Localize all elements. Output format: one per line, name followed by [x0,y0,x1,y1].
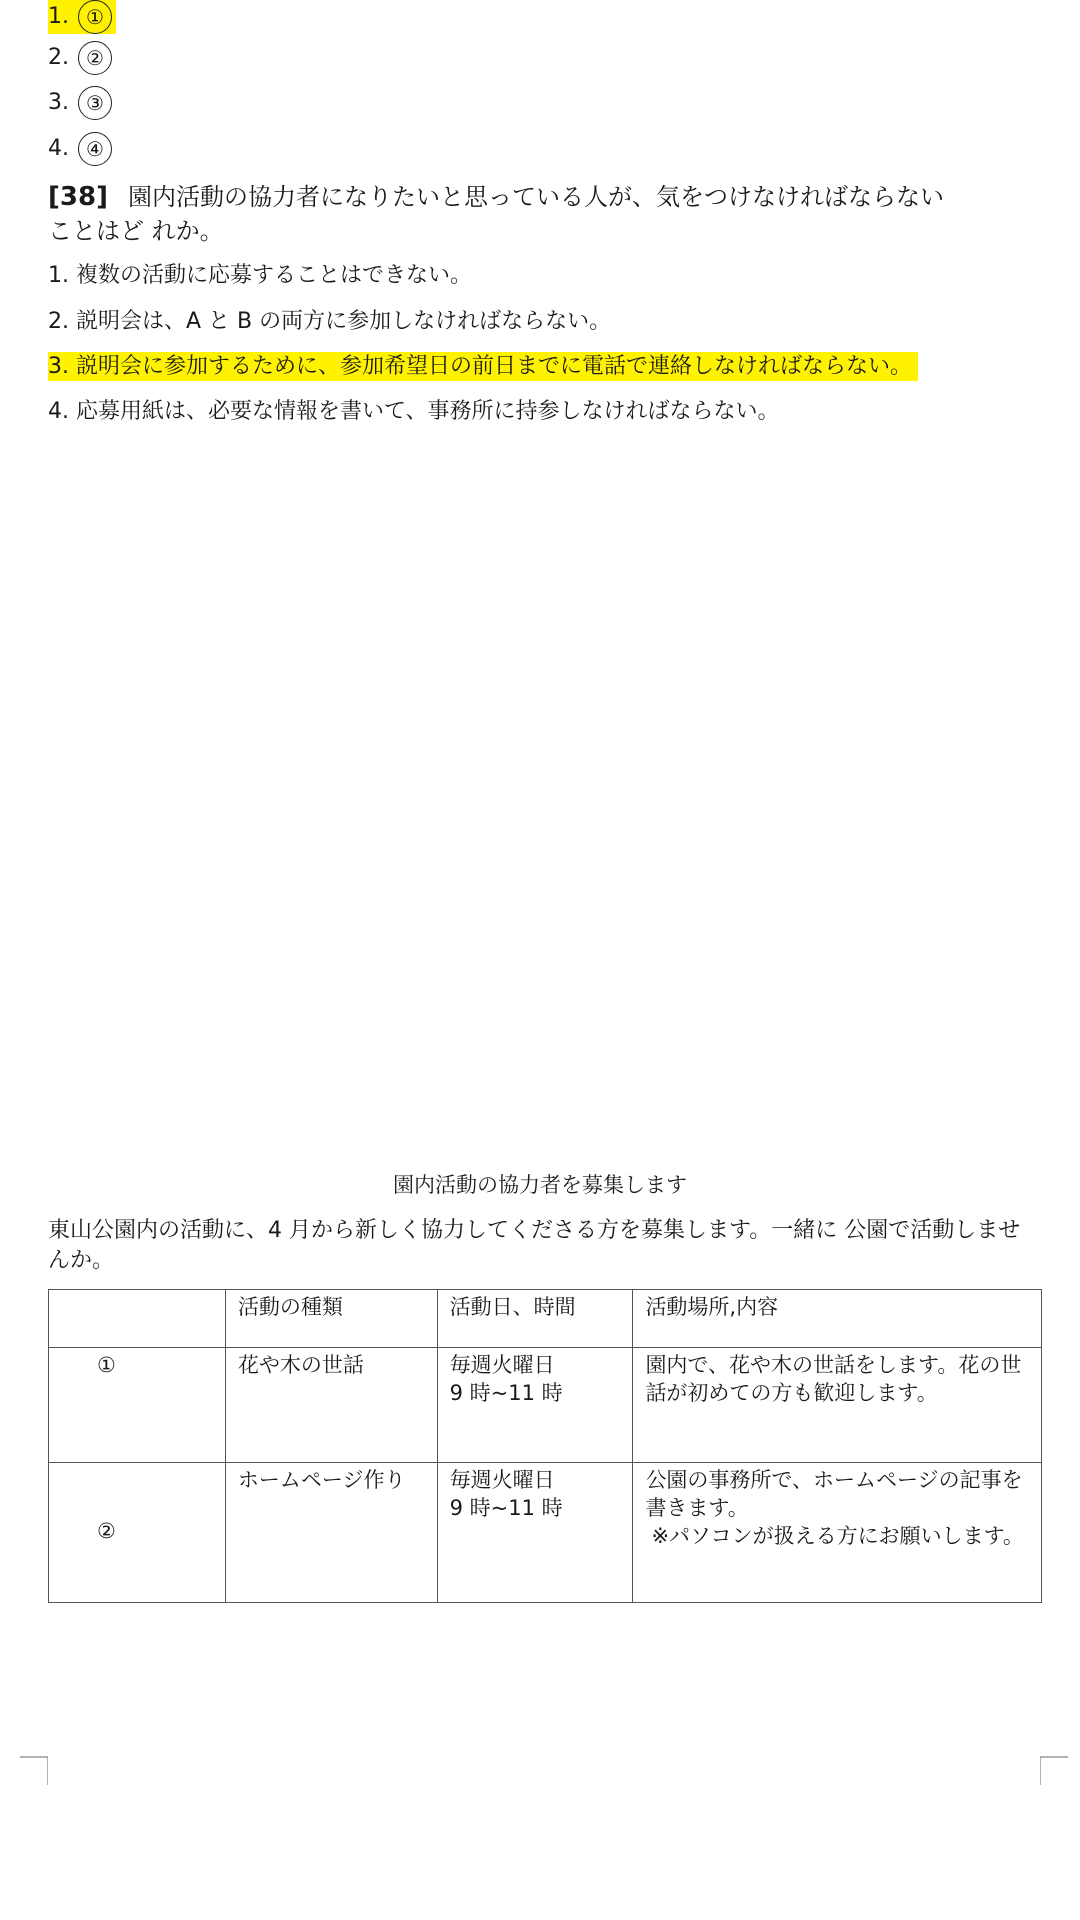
row-2-content: 公園の事務所で、ホームページの記事を書きます。 [645,1468,1023,1520]
option-3-number: 3. [48,90,69,115]
row-2-time: 9 時~11 時 [449,1496,563,1520]
row-1-schedule [437,1348,633,1463]
table-header-blank [49,1290,226,1348]
option-1-highlight [48,0,116,34]
option-4-number: 4. [48,136,69,161]
option-3[interactable] [48,86,112,120]
option-1-number: 1. [48,4,69,29]
option-1[interactable] [48,0,116,34]
row-2-type: ホームページ作り [225,1463,437,1603]
table-row [49,1463,1042,1603]
answer-3-text: 3. 説明会に参加するために、参加希望日の前日までに電話で連絡しなければならない。 [48,352,918,381]
option-4-circle: ④ [78,132,112,166]
row-1-time: 9 時~11 時 [449,1381,563,1405]
answer-1-text: 1. 複数の活動に応募することはできない。 [48,263,472,288]
option-4[interactable] [48,132,112,166]
row-1-content: 園内で、花や木の世話をします。花の世話が初めての方も歓迎します。 [633,1348,1042,1463]
notice-title: 園内活動の協力者を募集します [393,1173,687,1197]
answer-4-text: 4. 応募用紙は、必要な情報を書いて、事務所に持参しなければならない。 [48,399,780,424]
question-38 [48,180,958,248]
row-1-day: 毎週火曜日 [449,1353,555,1377]
row-2-day: 毎週火曜日 [449,1468,555,1492]
row-1-id: ① [49,1348,226,1463]
option-2[interactable] [48,41,112,75]
answer-1[interactable] [48,259,472,293]
row-2-schedule [437,1463,633,1603]
row-1-type: 花や木の世話 [225,1348,437,1463]
page-corner-left-icon [18,1755,48,1785]
option-2-circle: ② [78,41,112,75]
table-header-type: 活動の種類 [225,1290,437,1348]
question-number: [38] [48,182,108,212]
question-text: 園内活動の協力者になりたいと思っている人が、気をつけなければならないことはど れか。 [48,183,944,245]
table-row [49,1348,1042,1463]
row-2-id: ② [49,1463,226,1603]
activity-table [48,1289,1042,1603]
row-2-note: ※パソコンが扱える方にお願いします。 [651,1524,1024,1548]
table-header-row [49,1290,1042,1348]
answer-4[interactable] [48,395,780,429]
row-2-content-cell [633,1463,1042,1603]
answer-2-text: 2. 説明会は、A と B の両方に参加しなければならない。 [48,309,612,334]
option-3-circle: ③ [78,86,112,120]
table-header-day: 活動日、時間 [437,1290,633,1348]
answer-3[interactable] [48,350,918,384]
option-2-number: 2. [48,45,69,70]
notice-intro: 東山公園内の活動に、4 月から新しく協力してくださる方を募集します。一緒に 公園で活動しませんか。 [48,1218,1021,1273]
option-1-circle: ① [78,0,112,34]
answer-2[interactable] [48,305,611,339]
table-header-content: 活動場所,内容 [633,1290,1042,1348]
page-corner-right-icon [1040,1755,1070,1785]
